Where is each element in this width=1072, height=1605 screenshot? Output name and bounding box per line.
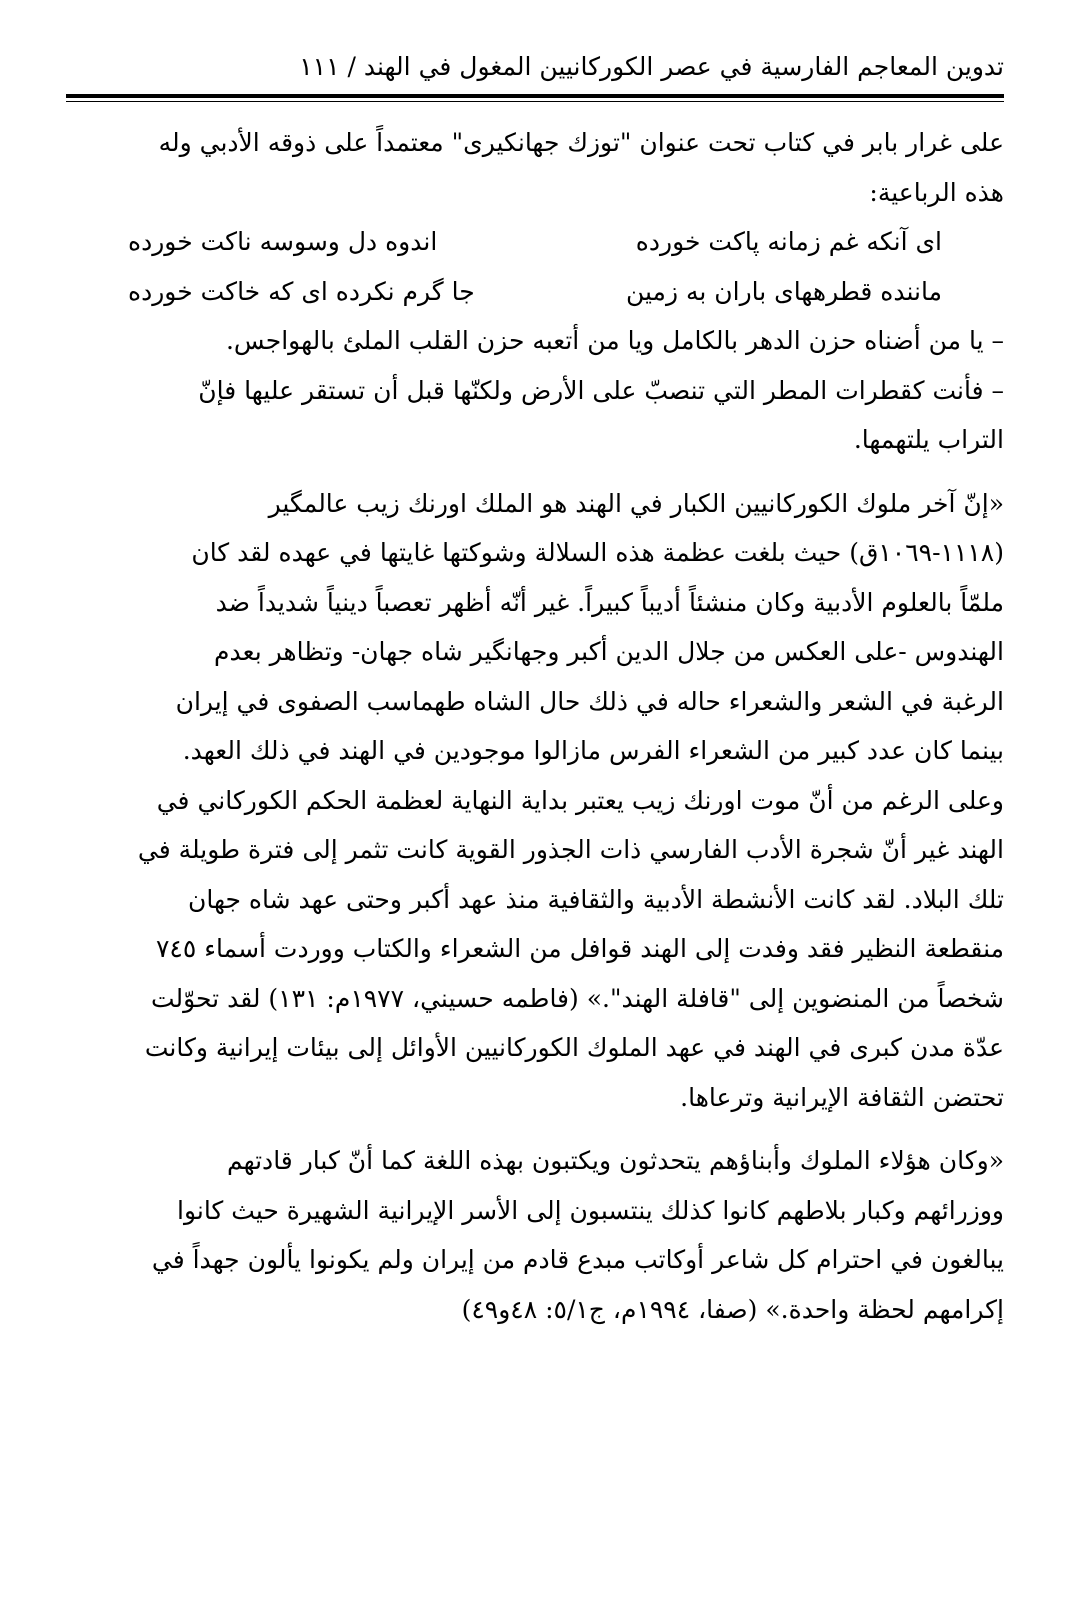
paragraph-line: تحتضن الثقافة الإيرانية وترعاها. bbox=[680, 1082, 1004, 1112]
paragraph-line: عدّة مدن كبرى في الهند في عهد الملوك الكوركانيين الأوائل إلى بيئات إيرانية وكانت bbox=[144, 1033, 1004, 1062]
running-title: تدوين المعاجم الفارسية في عصر الكوركانيين المغول في الهند / ١١١ bbox=[299, 51, 1004, 81]
translation-line: – يا من أضناه حزن الدهر بالكامل ويا من أتعبه حزن القلب الملئ بالهواجس. bbox=[225, 326, 1004, 355]
paragraph-line: تلك البلاد. لقد كانت الأنشطة الأدبية والثقافية منذ عهد أكبر وحتى عهد شاه جهان bbox=[188, 884, 1004, 914]
paragraph-line: «وكان هؤلاء الملوك وأبناؤهم يتحدثون ويكتبون بهذه اللغة كما أنّ كبار قادتهم bbox=[226, 1146, 1004, 1175]
paragraph-line: شخصاً من المنضوين إلى "قافلة الهند".» (فاطمه حسيني، ١٩٧٧م: ١٣١) لقد تحوّلت bbox=[150, 983, 1004, 1013]
paragraph-line: ملمّاً بالعلوم الأدبية وكان منشئاً أديباً كبيراً. غير أنّه أظهر تعصباً دينياً شديداً ضد bbox=[215, 587, 1004, 617]
verse-line bbox=[128, 267, 942, 317]
paragraph-line: إكرامهم لحظة واحدة.» (صفا، ١٩٩٤م، ج٥/١: ٤٨و٤٩) bbox=[461, 1294, 1004, 1324]
verse-line bbox=[128, 217, 942, 267]
text-line: على غرار بابر في كتاب تحت عنوان "توزك جهانكيرى" معتمداً على ذوقه الأدبي وله bbox=[158, 128, 1004, 157]
running-header bbox=[68, 44, 1004, 88]
paragraph-line: وعلى الرغم من أنّ موت اورنك زيب يعتبر بداية النهاية لعظمة الحكم الكوركاني في bbox=[156, 785, 1004, 815]
persian-quatrain bbox=[66, 217, 1004, 316]
translation-line: – فأنت كقطرات المطر التي تنصبّ على الأرض ولكنّها قبل أن تستقر عليها فإنّ bbox=[198, 375, 1004, 405]
translation-line: التراب يلتهمها. bbox=[853, 425, 1004, 454]
paragraph-line: «إنّ آخر ملوك الكوركانيين الكبار في الهند هو الملك اورنك زيب عالمگير bbox=[268, 488, 1004, 518]
paragraph-line: منقطعة النظير فقد وفدت إلى الهند قوافل من الشعراء والكتاب ووردت أسماء ٧٤٥ bbox=[156, 934, 1004, 963]
paragraph-line: بينما كان عدد كبير من الشعراء الفرس مازالوا موجودين في الهند في ذلك العهد. bbox=[182, 736, 1004, 765]
header-rule-thick bbox=[66, 94, 1004, 98]
verse-hemistich: جا گرم نكرده اى كه خاكت خورده bbox=[128, 276, 475, 306]
paragraph-line: الرغبة في الشعر والشعراء حاله في ذلك حال الشاه طهماسب الصفوى في إيران bbox=[175, 686, 1004, 716]
verse-hemistich: اندوه دل وسوسه ناكت خورده bbox=[128, 227, 438, 256]
paragraph-line: الهند غير أنّ شجرة الأدب الفارسي ذات الجذور القوية كانت تثمر إلى فترة طويلة في bbox=[137, 835, 1004, 864]
page-body bbox=[66, 118, 1004, 1334]
paragraph-line: ووزرائهم وكبار بلاطهم كانوا كذلك ينتسبون إلى الأسر الإيرانية الشهيرة حيث كانوا bbox=[177, 1195, 1004, 1225]
paragraph-gap bbox=[66, 465, 1004, 479]
paragraph-line: الهندوس -على العكس من جلال الدين أكبر وجهانگير شاه جهان- وتظاهر بعدم bbox=[214, 637, 1004, 666]
verse-hemistich: ماننده قطرههاى باران به زمين bbox=[625, 276, 942, 306]
paragraph-line: يبالغون في احترام كل شاعر أوكاتب مبدع قادم من إيران ولم يكونوا يألون جهداً في bbox=[151, 1245, 1004, 1274]
header-rule-thin bbox=[66, 101, 1004, 102]
paragraph-line: (١١١٨-١٠٦٩ق) حيث بلغت عظمة هذه السلالة وشوكتها غايتها في عهده لقد كان bbox=[191, 538, 1004, 567]
verse-hemistich: اى آنكه غم زمانه پاكت خورده bbox=[635, 227, 942, 256]
text-line: هذه الرباعية: bbox=[869, 177, 1004, 207]
paragraph-gap bbox=[66, 1122, 1004, 1136]
